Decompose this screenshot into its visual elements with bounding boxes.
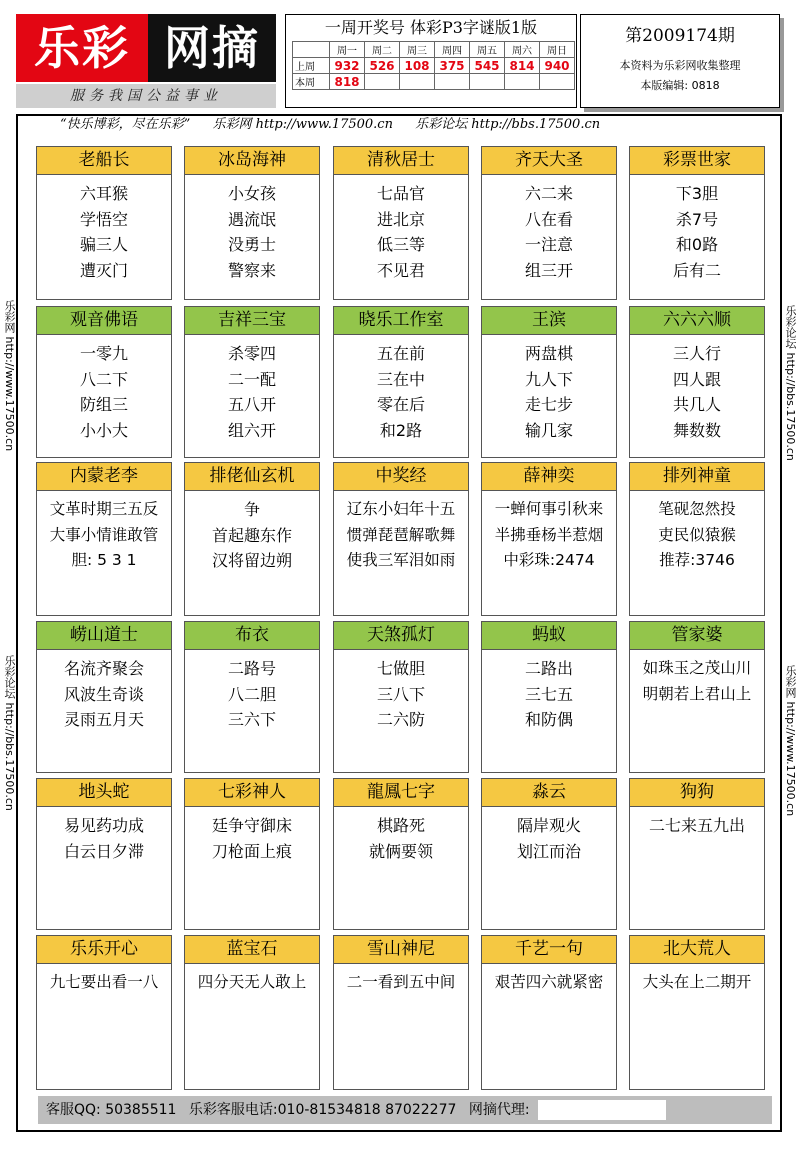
prediction-cell: [629, 306, 765, 458]
cell-line: 警察来: [227, 260, 276, 280]
draw-number: 818: [330, 74, 365, 90]
cell-title: 雪山神尼: [334, 936, 468, 964]
cell-body: [626, 964, 768, 996]
cell-body: [482, 335, 616, 443]
cell-line: 三八下: [376, 684, 425, 704]
cell-body: [630, 335, 764, 443]
cell-line: 刀枪面上痕: [211, 841, 292, 861]
cell-line: 艰苦四六就紧密: [494, 973, 604, 991]
cell-line: 六二来: [524, 184, 573, 203]
cell-line: 辽东小妇年十五: [346, 500, 456, 518]
cell-body: [334, 807, 468, 864]
day-label: 周四: [435, 42, 470, 58]
prediction-cell: [36, 306, 172, 458]
cell-line: 二路号: [227, 659, 276, 678]
cell-line: 易见药功成: [63, 816, 144, 835]
draw-days-row: [293, 42, 575, 58]
cell-title: 排佬仙玄机: [185, 463, 319, 491]
cell-title: 布衣: [185, 622, 319, 650]
prediction-cell: [629, 462, 765, 616]
cell-line: 三人行: [672, 344, 721, 363]
cell-line: 输几家: [524, 420, 573, 440]
cell-line: 杀零四: [227, 344, 276, 363]
weekly-draw-box: [285, 14, 577, 108]
cell-line: 首起趣东作: [211, 525, 292, 545]
cell-line: 二六防: [376, 710, 425, 729]
cell-line: 一零九: [79, 344, 128, 363]
draw-number: [540, 74, 575, 90]
cell-body: [630, 175, 764, 283]
cell-line: 中彩珠:2474: [503, 551, 595, 569]
cell-title: 六六六顺: [630, 307, 764, 335]
cell-line: 八在看: [524, 209, 573, 229]
draw-number: [435, 74, 470, 90]
logo-red: 乐彩: [16, 14, 148, 82]
cell-line: 低三等: [376, 235, 425, 254]
editor-note: 本版编辑: 0818: [640, 79, 720, 92]
cell-line: 后有二: [672, 260, 721, 280]
prediction-cell: [333, 935, 469, 1090]
cell-body: [185, 335, 319, 443]
cell-body: [478, 491, 620, 574]
cell-line: 三六下: [227, 710, 276, 729]
draw-number: 526: [365, 58, 400, 74]
this-week-row: [293, 74, 575, 90]
draw-table: [292, 41, 575, 90]
forum-link[interactable]: 乐彩论坛 http://bbs.17500.cn: [415, 117, 601, 132]
cell-title: 天煞孤灯: [334, 622, 468, 650]
cell-title: 吉祥三宝: [185, 307, 319, 335]
draw-number: [470, 74, 505, 90]
cell-line: 如珠玉之茂山川: [642, 659, 752, 677]
cell-body: [630, 807, 764, 839]
cell-title: 王滨: [482, 307, 616, 335]
prediction-cell: [333, 621, 469, 773]
cell-line: 九人下: [524, 369, 573, 389]
cell-line: 二一看到五中间: [346, 973, 456, 991]
draw-number: [400, 74, 435, 90]
cell-line: 防组三: [79, 395, 128, 414]
cell-line: 五在前: [376, 344, 425, 363]
cell-line: 九七要出看一八: [49, 973, 159, 991]
prediction-cell: [481, 935, 617, 1090]
cell-line: 和2路: [379, 420, 423, 440]
cell-body: [37, 807, 171, 864]
draw-number: [505, 74, 540, 90]
cell-line: 学悟空: [79, 209, 128, 229]
cell-line: 胆: 5 3 1: [71, 551, 137, 569]
cell-body: [482, 807, 616, 864]
cell-title: 蚂蚁: [482, 622, 616, 650]
cell-title: 冰岛海神: [185, 147, 319, 175]
prediction-cell: [36, 778, 172, 930]
day-label: 周三: [400, 42, 435, 58]
cell-body: [482, 175, 616, 283]
draw-number: [365, 74, 400, 90]
cell-line: 笔砚忽然投: [658, 500, 736, 518]
cell-line: 遭灭门: [79, 260, 128, 280]
day-label: 周五: [470, 42, 505, 58]
prediction-cell: [481, 778, 617, 930]
issue-number: 第2009174期: [625, 26, 735, 46]
cell-body: [181, 964, 323, 996]
cell-line: 小女孩: [227, 184, 276, 203]
cell-line: 惯弹琵琶解歌舞: [346, 525, 456, 544]
cell-line: 就俩要领: [368, 841, 433, 861]
draw-number: 375: [435, 58, 470, 74]
cell-line: 隔岸观火: [516, 816, 581, 835]
cell-line: 八二胆: [227, 684, 276, 704]
source-note: 本资料为乐彩网收集整理: [619, 59, 741, 72]
prediction-cell: [36, 935, 172, 1090]
cell-line: 组三开: [524, 260, 573, 280]
cell-line: 明朝若上君山上: [642, 684, 752, 703]
cell-title: 排列神童: [630, 463, 764, 491]
cell-title: 地头蛇: [37, 779, 171, 807]
cell-line: 二一配: [227, 369, 276, 389]
cell-title: 内蒙老李: [37, 463, 171, 491]
cell-line: 半拂垂杨半惹烟: [494, 525, 604, 544]
cell-line: 遇流氓: [227, 209, 276, 229]
cell-line: 推荐:3746: [659, 551, 735, 569]
prediction-cell: [629, 778, 765, 930]
cell-line: 白云日夕滞: [63, 841, 144, 861]
day-label: 周一: [330, 42, 365, 58]
cell-line: 三七五: [524, 684, 573, 704]
draw-number: 545: [470, 58, 505, 74]
cell-body: [185, 650, 319, 733]
prediction-cell: [36, 621, 172, 773]
cell-body: [330, 964, 472, 996]
cell-body: [626, 650, 768, 707]
prediction-cell: [184, 306, 320, 458]
cell-title: 北大荒人: [630, 936, 764, 964]
cell-title: 蓝宝石: [185, 936, 319, 964]
cell-line: 名流齐聚会: [63, 659, 144, 678]
draw-number: 108: [400, 58, 435, 74]
cell-line: 不见君: [376, 260, 425, 280]
motto: “快乐博彩，尽在乐彩”: [60, 117, 191, 132]
cell-line: 文革时期三五反: [49, 500, 159, 518]
draw-number: 940: [540, 58, 575, 74]
prediction-cell: [333, 462, 469, 616]
site-link[interactable]: 乐彩网 http://www.17500.cn: [212, 117, 393, 132]
service-phone: 乐彩客服电话:010-81534818 87022277: [188, 1102, 457, 1118]
side-text-left-top: 乐彩网 http://www.17500.cn: [3, 300, 16, 452]
prediction-cell: [481, 306, 617, 458]
cell-body: [334, 650, 468, 733]
cell-line: 七品官: [376, 184, 425, 203]
prediction-cell: [481, 621, 617, 773]
cell-line: 杀7号: [675, 209, 719, 229]
service-qq: 客服QQ: 50385511: [46, 1102, 177, 1118]
cell-title: 龍鳳七字: [334, 779, 468, 807]
cell-line: 二路出: [524, 659, 573, 678]
cell-line: 零在后: [376, 395, 425, 414]
cell-body: [482, 650, 616, 733]
cell-body: [37, 650, 171, 733]
cell-title: 管家婆: [630, 622, 764, 650]
prediction-cell: [184, 621, 320, 773]
prediction-cell: [629, 146, 765, 300]
agent-field: [538, 1100, 666, 1120]
draw-number: 814: [505, 58, 540, 74]
cell-line: 没勇士: [227, 235, 276, 254]
cell-line: 小小大: [79, 420, 128, 440]
cell-line: 组六开: [227, 420, 276, 440]
cell-line: 六耳猴: [79, 184, 128, 203]
slogan: 服务我国公益事业: [16, 84, 276, 108]
cell-line: 两盘棋: [524, 344, 573, 363]
cell-body: [185, 807, 319, 864]
cell-title: 七彩神人: [185, 779, 319, 807]
cell-body: [334, 335, 468, 443]
cell-title: 薛神奕: [482, 463, 616, 491]
day-label: 周六: [505, 42, 540, 58]
cell-line: 一蝉何事引秋来: [494, 500, 604, 518]
cell-line: 风波生奇谈: [63, 684, 144, 704]
cell-line: 和0路: [675, 235, 719, 254]
cell-line: 下3胆: [675, 184, 719, 203]
cell-line: 四人跟: [672, 369, 721, 389]
cell-line: 大头在上二期开: [642, 973, 752, 991]
day-label: 周日: [540, 42, 575, 58]
prediction-cell: [481, 462, 617, 616]
cell-line: 走七步: [524, 395, 573, 414]
prediction-cell: [36, 146, 172, 300]
prediction-cell: [184, 462, 320, 616]
prediction-cell: [184, 935, 320, 1090]
prediction-cell: [333, 306, 469, 458]
cell-body: [478, 964, 620, 996]
last-week-row: [293, 58, 575, 74]
cell-line: 共几人: [672, 395, 721, 414]
cell-line: 划江而治: [516, 841, 581, 861]
cell-body: [33, 491, 175, 574]
prediction-cell: [481, 146, 617, 300]
cell-title: 老船长: [37, 147, 171, 175]
cell-title: 齐天大圣: [482, 147, 616, 175]
cell-body: [330, 491, 472, 574]
cell-title: 观音佛语: [37, 307, 171, 335]
cell-body: [185, 175, 319, 283]
cell-line: 四分天无人敢上: [197, 973, 307, 991]
cell-line: 灵雨五月天: [63, 710, 144, 729]
cell-line: 二七来五九出: [648, 816, 745, 835]
cell-line: 骗三人: [79, 235, 128, 254]
cell-line: 舞数数: [672, 420, 721, 440]
agent-label: 网摘代理:: [468, 1102, 530, 1118]
cell-line: 使我三军泪如雨: [346, 551, 456, 569]
cell-line: 汉将留边朔: [211, 551, 292, 570]
cell-title: 千艺一句: [482, 936, 616, 964]
prediction-cell: [36, 462, 172, 616]
cell-line: 八二下: [79, 369, 128, 389]
cell-line: 一注意: [524, 235, 573, 254]
cell-line: 进北京: [376, 209, 425, 229]
issue-info-box: [580, 14, 780, 108]
footer-bar: [38, 1096, 772, 1124]
cell-body: [626, 491, 768, 574]
cell-body: [37, 175, 171, 283]
cell-line: 和防偶: [524, 710, 573, 729]
side-text-right-bottom: 乐彩网 http://www.17500.cn: [784, 665, 797, 817]
day-label: 周二: [365, 42, 400, 58]
draw-number: 932: [330, 58, 365, 74]
cell-line: 吏民似猿猴: [658, 525, 736, 544]
cell-body: [37, 335, 171, 443]
banner: [60, 116, 760, 134]
cell-title: 乐乐开心: [37, 936, 171, 964]
prediction-cell: [333, 146, 469, 300]
this-week-label: 本周: [293, 74, 330, 90]
side-text-left-bottom: 乐彩论坛 http://bbs.17500.cn: [3, 655, 16, 811]
cell-title: 彩票世家: [630, 147, 764, 175]
cell-body: [185, 491, 319, 574]
cell-line: 争: [243, 500, 260, 519]
prediction-cell: [184, 146, 320, 300]
prediction-cell: [629, 621, 765, 773]
cell-title: 中奖经: [334, 463, 468, 491]
cell-line: 五八开: [227, 395, 276, 414]
cell-line: 廷争守御床: [211, 816, 292, 835]
prediction-cell: [629, 935, 765, 1090]
cell-title: 清秋居士: [334, 147, 468, 175]
cell-title: 晓乐工作室: [334, 307, 468, 335]
cell-title: 淼云: [482, 779, 616, 807]
side-text-right-top: 乐彩论坛 http://bbs.17500.cn: [784, 305, 797, 461]
prediction-cell: [184, 778, 320, 930]
cell-title: 崂山道士: [37, 622, 171, 650]
cell-line: 三在中: [376, 369, 425, 389]
cell-line: 棋路死: [376, 816, 425, 835]
cell-body: [33, 964, 175, 996]
cell-line: 大事小情谁敢管: [49, 525, 159, 544]
cell-line: 七做胆: [376, 659, 425, 678]
cell-body: [334, 175, 468, 283]
logo-black: 网摘: [148, 14, 276, 82]
draw-title: 一周开奖号 体彩P3字谜版1版: [324, 18, 538, 37]
cell-title: 狗狗: [630, 779, 764, 807]
last-week-label: 上周: [293, 58, 330, 74]
prediction-cell: [333, 778, 469, 930]
